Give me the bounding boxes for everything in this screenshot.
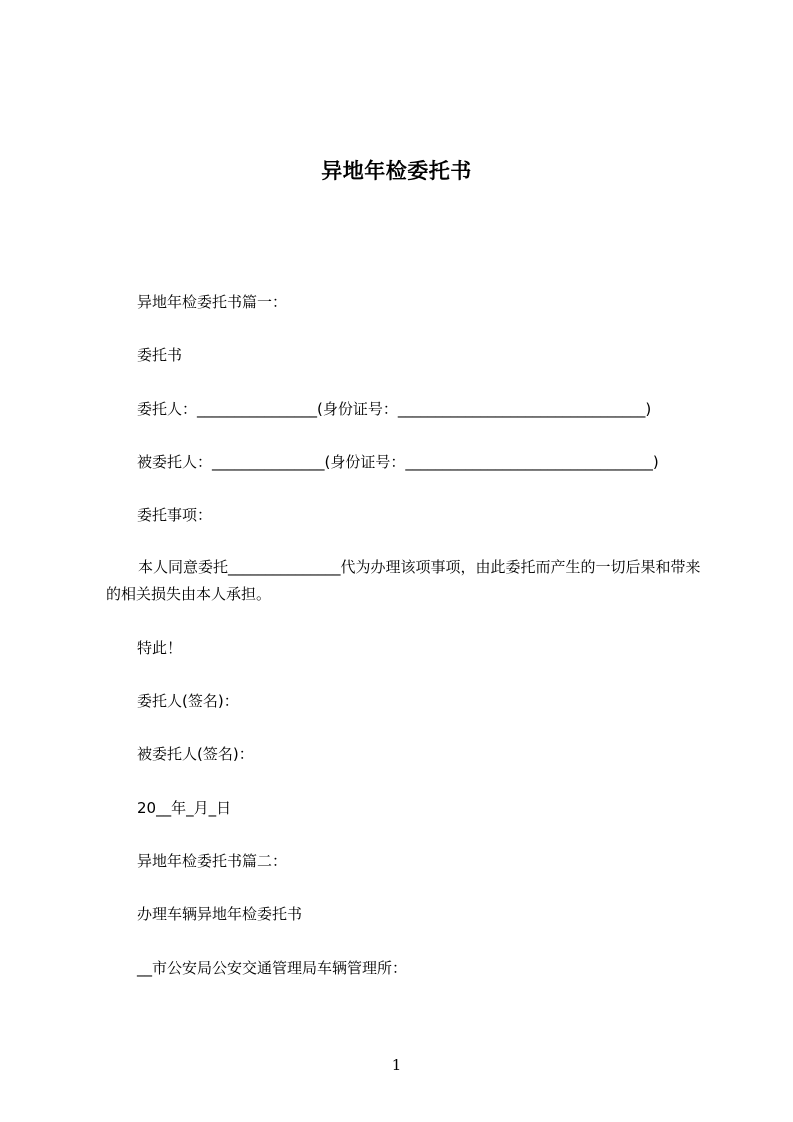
agent-signature-line: 被委托人(签名)： bbox=[137, 745, 254, 763]
date-line: 20__年_月_日 bbox=[137, 799, 232, 817]
section-one-heading: 异地年检委托书篇一： bbox=[137, 293, 288, 311]
entrusted-matters-label: 委托事项： bbox=[137, 506, 213, 524]
consent-paragraph-text: 本人同意委托_______________代为办理该项事项，由此委托而产生的一切后果和带来的相关损失由本人承担。 bbox=[106, 558, 701, 603]
power-of-attorney-heading: 委托书 bbox=[137, 346, 183, 364]
page-number: 1 bbox=[391, 1056, 402, 1074]
principal-line: 委托人：________________(身份证号：_________________________________) bbox=[137, 400, 652, 418]
hereby-statement: 特此！ bbox=[137, 639, 183, 657]
consent-paragraph bbox=[106, 554, 706, 608]
vehicle-inspection-heading: 办理车辆异地年检委托书 bbox=[137, 905, 303, 923]
principal-signature-line: 委托人(签名)： bbox=[137, 692, 239, 710]
document-title: 异地年检委托书 bbox=[321, 159, 472, 184]
section-two-heading: 异地年检委托书篇二： bbox=[137, 852, 288, 870]
agent-line: 被委托人：_______________(身份证号：_________________________________) bbox=[137, 453, 659, 471]
addressee-line: __市公安局公安交通管理局车辆管理所： bbox=[137, 959, 408, 977]
